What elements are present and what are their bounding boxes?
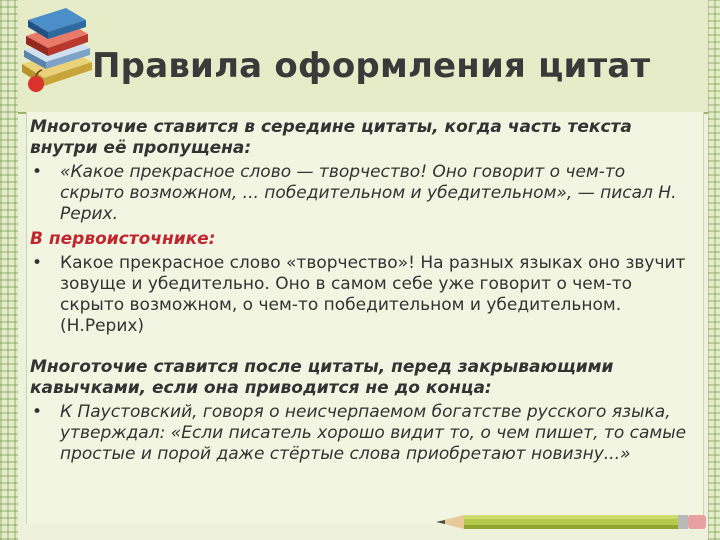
content-text [30,117,692,465]
bullet-marker: • [32,162,43,182]
bullet-marker: • [32,402,43,422]
list-item [30,253,692,337]
quote-example-2: К Паустовский, говоря о неисчерпаемом богатстве русского языка, утверждал: «Если писатель хорошо видит то, о чем пишет, то самые простые и порой даже стёртые слова приобретают новизну...» [60,402,687,464]
slide [18,0,708,540]
list-item [30,402,692,465]
books-icon [18,2,98,102]
list-item [30,162,692,225]
quote-example-1: «Какое прекрасное слово — творчество! Оно говорит о чем-то скрыто возможном, ... победительном и убедительном», — писал Н. Рерих. [60,162,677,224]
pencil-icon [436,512,708,532]
source-label: В первоисточнике: [30,229,216,249]
rule-ellipsis-end: Многоточие ставится после цитаты, перед закрывающими кавычками, если она приводится не до конца: [30,357,614,398]
rule-ellipsis-middle: Многоточие ставится в середине цитаты, когда часть текста внутри её пропущена: [30,117,632,158]
slide-title: Правила оформления цитат [92,46,651,86]
source-text: Какое прекрасное слово «творчество»! На разных языках оно звучит зовуще и убедительно. Оно в самом себе уже говорит о чем-то скрыто возможном, о чем-то победительном и убедительном. (Н.Рерих) [60,253,686,336]
bullet-marker: • [32,253,43,273]
